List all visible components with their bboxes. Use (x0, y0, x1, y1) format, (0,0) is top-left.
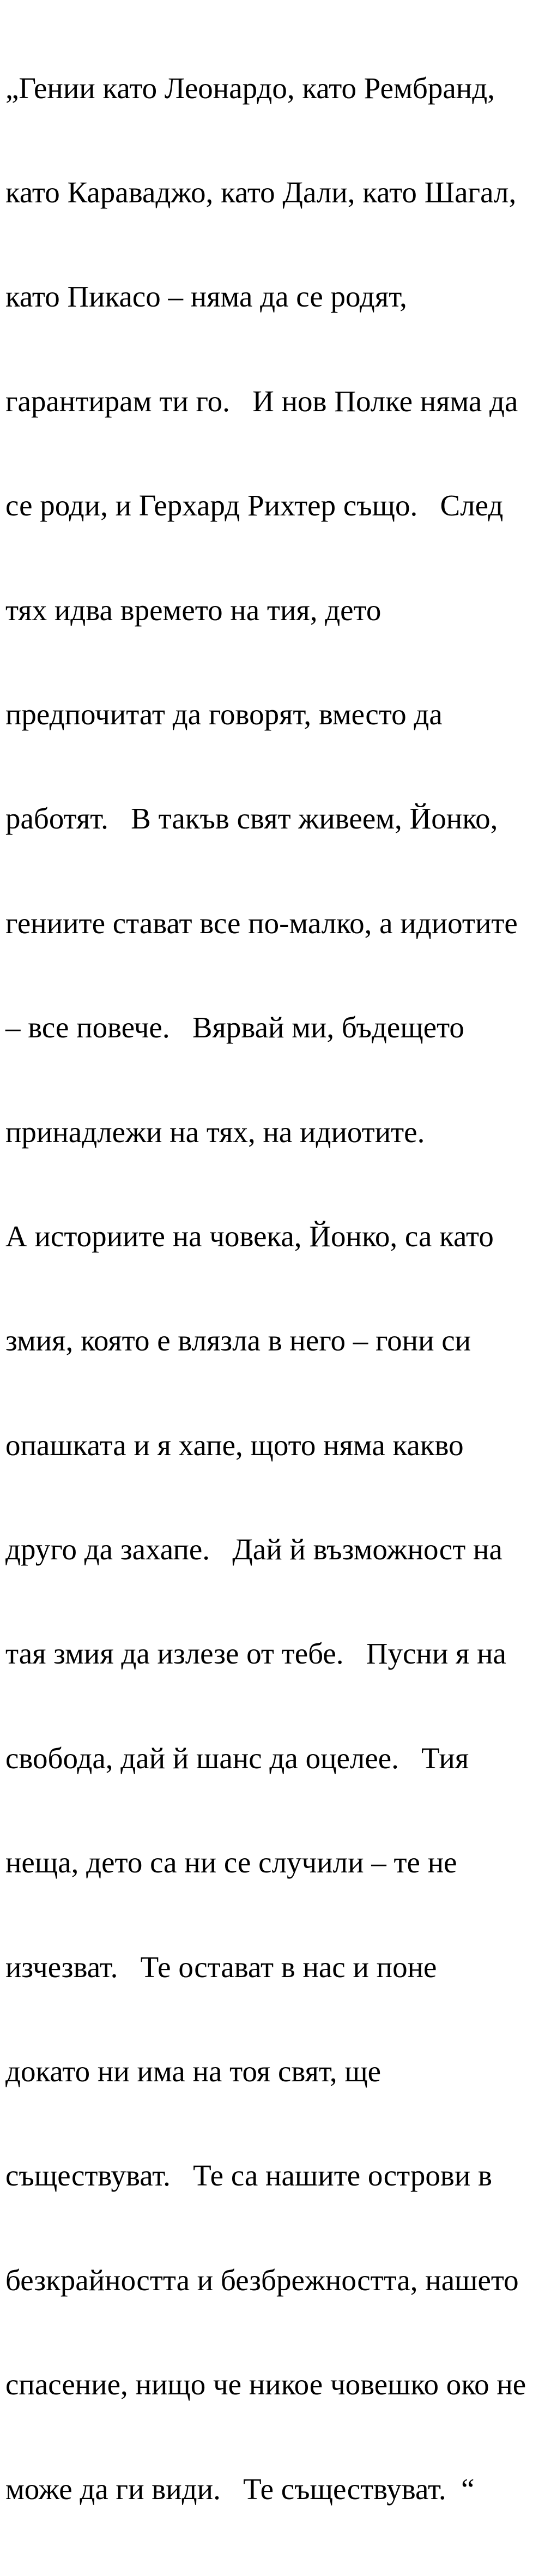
quote-line: като Караваджо, като Дали, като Шагал, (5, 175, 517, 209)
quote-line: се роди, и Герхард Рихтер също. След (5, 489, 504, 523)
quote-line: тях идва времето на тия, дето (5, 593, 382, 627)
quote-line: гениите стават все по-малко, а идиотите (5, 906, 518, 940)
quote-line: работят. В такъв свят живеем, Йонко, (5, 802, 498, 836)
quote-line: принадлежи на тях, на идиотите. (5, 1115, 425, 1149)
quote-line: свобода, дай й шанс да оцелее. Тия (5, 1741, 469, 1775)
quote-line: безкрайността и безбрежността, нашето (5, 2263, 519, 2297)
quote-line: съществуват. Те са нашите острови в (5, 2159, 492, 2193)
quote-line: тая змия да излезе от тебе. Пусни я на (5, 1637, 506, 1671)
quote-line: предпочитат да говорят, вместо да (5, 697, 443, 731)
quote-line: гарантирам ти го. И нов Полке няма да (5, 384, 518, 418)
quote-line: змия, която е влязла в него – гони си (5, 1324, 471, 1358)
quote-line: – все повече. Вярвай ми, бъдещето (5, 1011, 464, 1044)
quote-line: спасение, нищо че никое човешко око не (5, 2368, 526, 2401)
quote-line: „Гении като Леонардо, като Рембранд, (5, 71, 495, 105)
quote-line: неща, дето са ни се случили – те не (5, 1846, 457, 1880)
quote-line: изчезват. Те остават в нас и поне (5, 1950, 437, 1984)
quote-text (5, 1, 542, 2576)
quote-line: опашката и я хапе, щото няма какво (5, 1428, 464, 1462)
quote-line: докато ни има на тоя свят, ще (5, 2055, 382, 2088)
quote-line: като Пикасо – няма да се родят, (5, 280, 407, 314)
quote-line: друго да захапе. Дай й възможност на (5, 1533, 502, 1566)
quote-line: А историите на човека, Йонко, са като (5, 1219, 494, 1253)
quote-line: може да ги види. Те съществуват. “ (5, 2472, 475, 2506)
